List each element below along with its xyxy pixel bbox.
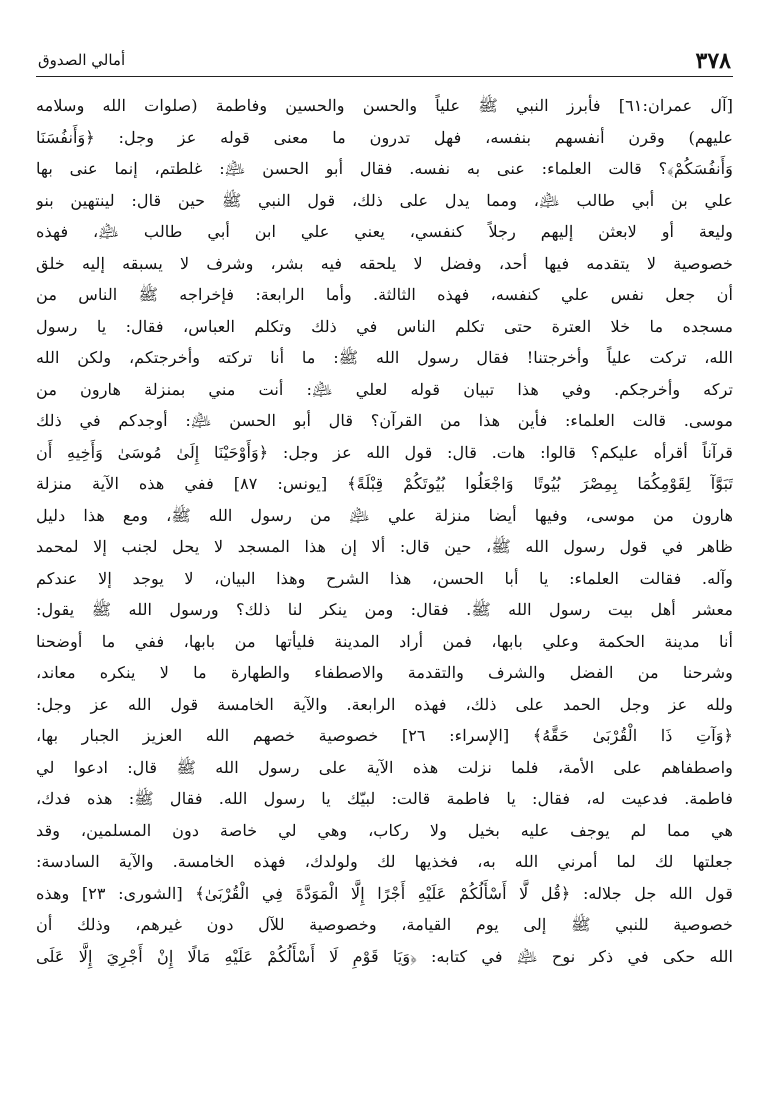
text-line: واصطفاهم على الأمة، فلما نزلت هذه الآية على رسول الله ﷺ قال: ادعوا لي (36, 757, 733, 777)
text-line: ﴿وَآتِ ذَا الْقُرْبَىٰ حَقَّهُ﴾ [الإسراء: ٢٦] خصوصية خصهم الله العزيز الجبار بها، (36, 726, 733, 745)
text-line: تركه وأخرجكم. وفي هذا تبيان قوله لعلي ﵇: أنت مني بمنزلة هارون من (36, 379, 733, 399)
text-line: الله، تركت علياً وأخرجتنا! فقال رسول الله ﷺ: ما أنا تركته وأخرجتكم، ولكن الله (36, 348, 733, 367)
text-line: هي مما لم يوجف عليه بخيل ولا ركاب، وهي لي خاصة دون المسلمين، وقد (36, 820, 733, 840)
text-line: وَأَنفُسَكُمْ﴾؟ قالت العلماء: عنى به نفسه. فقال أبو الحسن ﵇: غلطتم، إنما عنى بها (36, 159, 733, 178)
text-line: قرآناً أقرأه عليكم؟ قالوا: هات. قال: قول الله عز وجل: ﴿وَأَوْحَيْنَا إِلَىٰ مُوسَىٰ وَأَخِيهِ أَن (36, 442, 733, 462)
text-line: عليهم) وقرن أنفسهم بنفسه، فهل تدرون ما معنى قوله عز وجل: ﴿وَأَنفُسَنَا (36, 127, 733, 147)
text-line: جعلتها لك لما أمرني الله به، فخذيها لك ولولدك، فهذه الخامسة. والآية السادسة: (36, 852, 733, 871)
text-line: أنا مدينة الحكمة وعلي بابها، فمن أراد المدينة فليأتها من بابها، ففي ما أوضحنا (36, 631, 733, 651)
text-line: وليعة أو لابعثن إليهم رجلاً كنفسي، يعني علي ابن أبي طالب ﵇، فهذه (36, 222, 733, 241)
body-text (36, 90, 733, 972)
text-line: معشر أهل بيت رسول الله ﷺ. فقال: ومن ينكر لنا ذلك؟ ورسول الله ﷺ يقول: (36, 600, 733, 619)
text-line: [آل عمران:٦١] فأبرز النبي ﷺ علياً والحسن والحسين وفاطمة (صلوات الله وسلامه (36, 96, 733, 115)
text-line: وشرحنا من الفضل والشرف والتقدمة والاصطفاء والطهارة ما لا ينكره معاند، (36, 663, 733, 682)
text-line: تَبَوَّآ لِقَوْمِكُمَا بِمِصْرَ بُيُوتًا وَاجْعَلُوا بُيُوتَكُمْ قِبْلَةً﴾ [يونس: ٨٧] ففي هذه الآية منزلة (36, 474, 733, 493)
text-line: فاطمة. فدعيت له، فقال: يا فاطمة قالت: لبيّك يا رسول الله. فقال ﷺ: هذه فدك، (36, 789, 733, 808)
text-line: الله حكى في ذكر نوح ﵇ في كتابه: ﴿وَيَا قَوْمِ لَا أَسْأَلُكُمْ عَلَيْهِ مَالًا إِنْ أَجْرِيَ إِلَّا عَلَى (36, 946, 733, 966)
text-line: ظاهر في قول رسول الله ﷺ، حين قال: ألا إن هذا المسجد لا يحل لجنب إلا لمحمد (36, 537, 733, 556)
page-header (36, 46, 733, 77)
page-number: ٣٧٨ (695, 48, 731, 74)
text-line: قول الله جل جلاله: ﴿قُل لَّا أَسْأَلُكُمْ عَلَيْهِ أَجْرًا إِلَّا الْمَوَدَّةَ فِي الْقُرْبَىٰ﴾ [الشورى: ٢٣] وهذه (36, 883, 733, 903)
book-title: أمالي الصدوق (38, 51, 126, 69)
text-line: علي بن أبي طالب ﵇، ومما يدل على ذلك، قول النبي ﷺ حين قال: لينتهين بنو (36, 190, 733, 210)
text-line: ولله عز وجل الحمد على ذلك، فهذه الرابعة. والآية الخامسة قول الله عز وجل: (36, 694, 733, 714)
text-line: خصوصية للنبي ﷺ إلى يوم القيامة، وخصوصية للآل دون غيرهم، وذلك أن (36, 915, 733, 934)
text-line: أن جعل نفس علي كنفسه، فهذه الثالثة. وأما الرابعة: فإخراجه ﷺ الناس من (36, 285, 733, 304)
text-line: خصوصية لا يتقدمه فيها أحد، وفضل لا يلحقه فيه بشر، وشرف لا يسبقه إليه خلق (36, 253, 733, 273)
text-line: موسى. قالت العلماء: فأين هذا من القرآن؟ قال أبو الحسن ﵇: أوجدكم في ذلك (36, 411, 733, 430)
text-line: هارون من موسى، وفيها أيضا منزلة علي ﵇ من رسول الله ﷺ، ومع هذا دليل (36, 505, 733, 525)
text-line: وآله. فقالت العلماء: يا أبا الحسن، هذا الشرح وهذا البيان، لا يوجد إلا عندكم (36, 568, 733, 588)
text-line: مسجده ما خلا العترة حتى تكلم الناس في ذلك وتكلم العباس، فقال: يا رسول (36, 316, 733, 336)
